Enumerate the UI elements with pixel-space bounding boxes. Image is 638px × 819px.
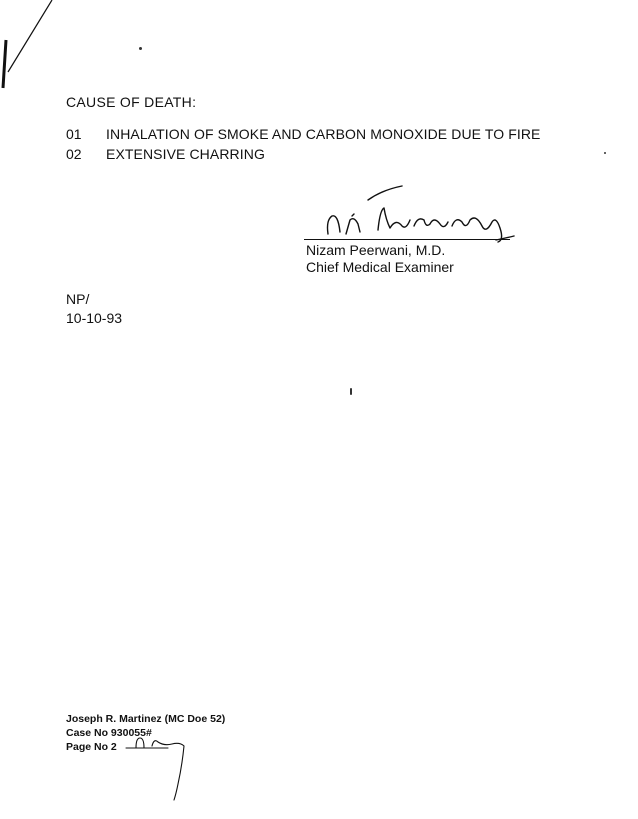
- cause-text: INHALATION OF SMOKE AND CARBON MONOXIDE DUE TO FIRE: [106, 126, 541, 142]
- footer-case-number: Case No 930055#: [66, 727, 152, 739]
- initials-code: NP/: [66, 291, 90, 307]
- scan-speck: [350, 388, 352, 395]
- signatory-title: Chief Medical Examiner: [306, 259, 454, 275]
- cause-item: [66, 125, 541, 145]
- handwritten-signature: [310, 180, 520, 244]
- scan-speck: [139, 47, 142, 50]
- cause-number: 02: [66, 146, 82, 162]
- cause-text: EXTENSIVE CHARRING: [106, 146, 265, 162]
- reference-initials: [66, 290, 122, 328]
- cause-item: [66, 145, 541, 165]
- footer-page-number: Page No 2: [66, 741, 117, 753]
- cause-number: 01: [66, 126, 82, 142]
- signature-line: [304, 239, 510, 240]
- cause-of-death-heading: CAUSE OF DEATH:: [66, 94, 197, 110]
- document-date: 10-10-93: [66, 310, 123, 326]
- page-footer: [66, 712, 225, 754]
- scan-speck: [604, 152, 606, 154]
- cause-list: [66, 125, 541, 165]
- footer-page-row: [66, 740, 225, 754]
- footer-subject: Joseph R. Martinez (MC Doe 52): [66, 713, 226, 725]
- scan-artifact-line: [0, 0, 60, 100]
- signature-block: [300, 180, 520, 280]
- signatory-name: Nizam Peerwani, M.D.: [306, 242, 446, 258]
- footer-initials-signature: [124, 736, 194, 806]
